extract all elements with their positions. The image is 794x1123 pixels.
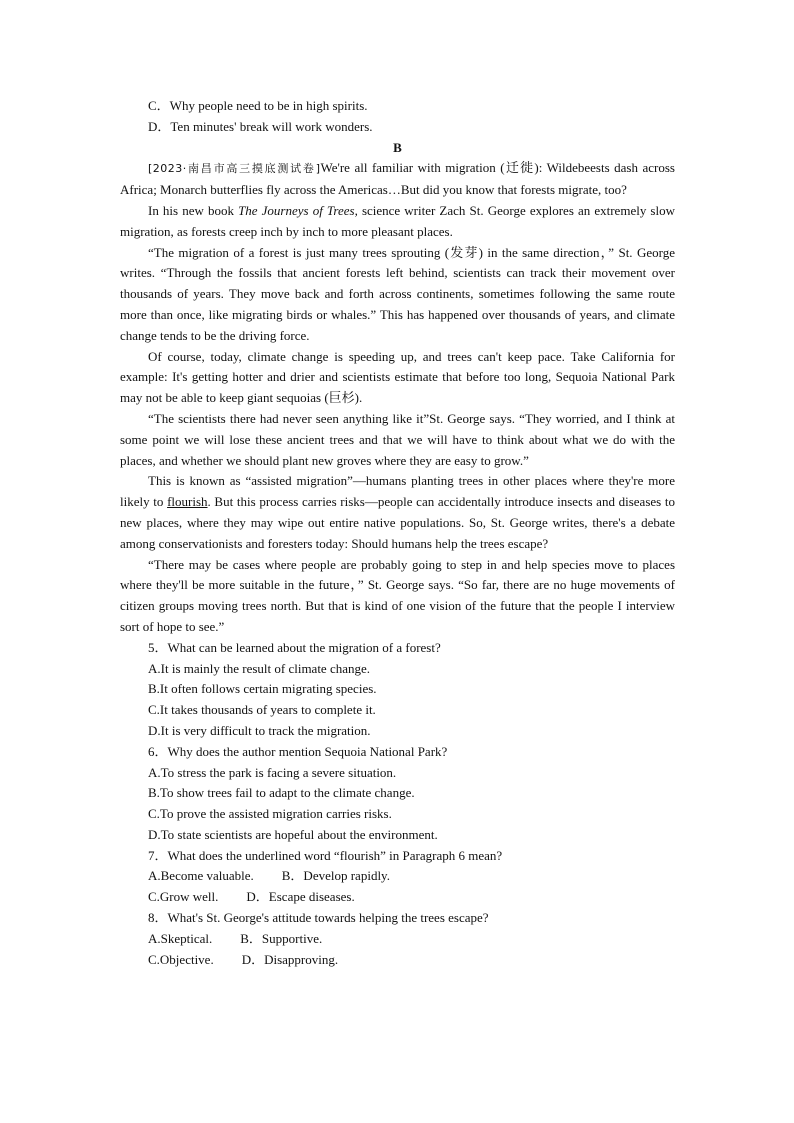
question-8-options-row-1 [120,929,675,950]
question-7-options-row-1 [120,866,675,887]
paragraph-6-text-b: . But this process carries risks—people can accidentally introduce insects and diseases to new places, where they may wipe out entire native populations. So, St. George writes, there's a debate among conservationists and foresters today: Should humans help the trees escape? [120,494,675,551]
book-title: The Journeys of Trees, [238,202,358,218]
question-7-option-b: B．Develop rapidly. [281,868,390,884]
question-7-option-c: C.Grow well. [148,889,219,905]
question-6-option-b: B.To show trees fail to adapt to the climate change. [148,785,415,801]
question-6-stem: 6．Why does the author mention Sequoia National Park? [148,743,448,759]
question-8-option-b: B．Supportive. [240,930,323,946]
paragraph-2-text-b: science writer Zach St. George explores an extremely slow migration, as forests creep inch by inch to more pleasant places. [120,202,675,239]
question-8-option-d: D．Disapproving. [241,951,339,967]
question-5-option-c: C.It takes thousands of years to complete it. [148,702,376,718]
prev-option-d: D．Ten minutes' break will work wonders. [148,118,373,134]
question-7-option-d: D．Escape diseases. [246,889,355,905]
paragraph-7: “There may be cases where people are probably going to step in and help species move to places where they'll be more suitable in the future，” St. George says. “So far, there are no huge movements of citizen groups moving trees north. But that is kind of one vision of the future that the people I interview sort of hope to see.” [120,556,675,634]
question-7-stem: 7．What does the underlined word “flourish” in Paragraph 6 mean? [148,847,503,863]
question-7-options-row-2 [120,887,675,908]
underlined-word: flourish [167,494,208,510]
paragraph-1 [120,158,675,201]
question-5-option-d: D.It is very difficult to track the migration. [148,722,371,738]
paragraph-4: Of course, today, climate change is speeding up, and trees can't keep pace. Take California for example: It's getting hotter and drier and scientists estimate that before too long, Sequoia National Park may not be able to keep giant sequoias (巨杉). [120,348,675,406]
document-content [120,96,675,970]
question-5-option-a: A.It is mainly the result of climate change. [148,660,371,676]
question-6-option-a: A.To stress the park is facing a severe situation. [148,764,397,780]
question-8-stem: 8．What's St. George's attitude towards helping the trees escape? [148,910,489,926]
question-5-option-b: B.It often follows certain migrating species. [148,681,377,697]
paragraph-6-text-a: This is known as “assisted migration”—humans planting trees in other places where they're more likely to [120,473,675,510]
paragraph-5: “The scientists there had never seen anything like it”St. George says. “They worried, and I think at some point we will lose these ancient trees and that we will have to think about what we do with the places, and whether we should plant new groves where they are easy to grow.” [120,410,675,468]
question-8-option-a: A.Skeptical. [148,930,213,946]
paragraph-2 [120,201,675,243]
question-5-stem: 5．What can be learned about the migration of a forest? [148,639,441,655]
question-7-option-a: A.Become valuable. [148,868,254,884]
passage-label: B [393,139,402,155]
question-6-option-c: C.To prove the assisted migration carries risks. [148,806,392,822]
source-tag: [2023·南昌市高三摸底测试卷] [148,162,321,176]
question-8-options-row-2 [120,950,675,971]
paragraph-2-text-a: In his new book [148,202,239,218]
paragraph-3: “The migration of a forest is just many trees sprouting (发芽) in the same direction，” St. George writes. “Through the fossils that ancient forests left behind, scientists can track their movement over thousands of years. They move back and forth across continents, sometimes following the same route more than once, like migrating birds or whales.” This has happened over thousands of years, and climate change tends to be the driving force. [120,244,675,343]
paragraph-6 [120,471,675,554]
question-8-option-c: C.Objective. [148,951,214,967]
paragraph-1-text: We're all familiar with migration (迁徙): Wildebeests dash across Africa; Monarch butterflies fly across the Americas…But did you know that forests migrate, too? [120,160,675,198]
question-6-option-d: D.To state scientists are hopeful about the environment. [148,826,438,842]
prev-option-c: C．Why people need to be in high spirits. [148,98,368,113]
